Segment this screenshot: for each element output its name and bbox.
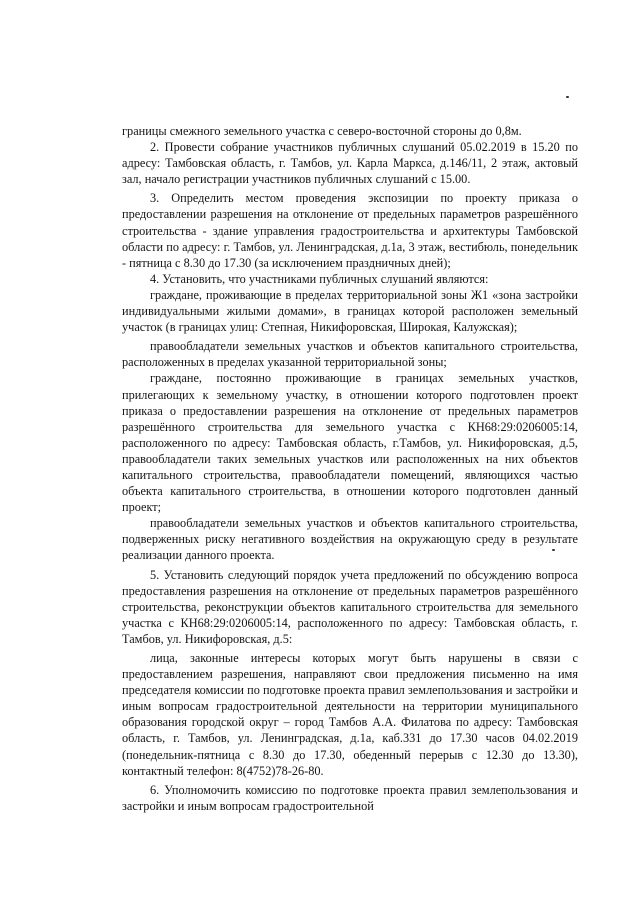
document-body bbox=[122, 123, 578, 814]
paragraph-4a-citizens-zone: граждане, проживающие в пределах территориальной зоны Ж1 «зона застройки индивидуальными жилыми домами», в границах которой расположен земельный участок (в границах улиц: Степная, Никифоровская, Широкая, Калужская); bbox=[122, 287, 578, 335]
paragraph-3-exposition: 3. Определить местом проведения экспозиции по проекту приказа о предоставлении разрешения на отклонение от предельных параметров разрешённого строительства - здание управления градостроительства и архитектуры Тамбовской области по адресу: г. Тамбов, ул. Ленинградская, д.1а, 3 этаж, вестибюль, понедельник - пятница с 8.30 до 17.30 (за исключением праздничных дней); bbox=[122, 191, 578, 270]
scan-speck bbox=[566, 96, 569, 98]
paragraph-6-authorize: 6. Уполномочить комиссию по подготовке проекта правил землепользования и застройки и иным вопросам градостроительной bbox=[122, 782, 578, 813]
paragraph-4c-citizens-adjacent: граждане, постоянно проживающие в границах земельных участков, прилегающих к земельному участку, в отношении которого подготовлен проект приказа о предоставлении разрешения на отклонение от предельных параметров разрешённого строительства для земельного участка с КН68:29:0206005:14, расположенного по адресу: Тамбовская область, г.Тамбов, ул. Никифоровская, д.5, правообладатели таких земельных участков или расположенных на них объектов капитального строительства, правообладатели помещений, являющихся частью объекта капитального строительства, в отношении которого подготовлен данный проект; bbox=[122, 371, 578, 515]
paragraph-4d-owners-risk: правообладатели земельных участков и объектов капитального строительства, подверженных риску негативного воздействия на окружающую среду в результате реализации данного проекта. bbox=[122, 516, 578, 563]
paragraph-2-meeting: 2. Провести собрание участников публичных слушаний 05.02.2019 в 15.20 по адресу: Тамбовская область, г. Тамбов, ул. Карла Маркса, д.146/11, 2 этаж, актовый зал, начало регистрации участников публичных слушаний с 15.00. bbox=[122, 140, 578, 187]
paragraph-4b-owners-zone: правообладатели земельных участков и объектов капитального строительства, расположенных в пределах указанной территориальной зоны; bbox=[122, 339, 578, 370]
paragraph-continuation: границы смежного земельного участка с северо-восточной стороны до 0,8м. bbox=[122, 124, 522, 138]
paragraph-4-participants: 4. Установить, что участниками публичных слушаний являются: bbox=[150, 271, 489, 286]
scan-speck bbox=[552, 549, 555, 551]
paragraph-5a-proposals: лица, законные интересы которых могут быть нарушены в связи с предоставлением разрешения, направляют свои предложения письменно на имя председателя комиссии по подготовке проекта правил землепользования и застройки и иным вопросам градостроительной деятельности на территории муниципального образования городской округ – город Тамбов А.А. Филатова по адресу: Тамбовская область, г. Тамбов, ул. Ленинградская, д.1а, каб.331 до 17.30 часов 04.02.2019 (понедельник-пятница с 8.30 до 17.30, обеденный перерыв с 12.30 до 13.30), контактный телефон: 8(4752)78-26-80. bbox=[122, 651, 578, 778]
paragraph-5-procedure: 5. Установить следующий порядок учета предложений по обсуждению вопроса предоставления разрешения на отклонение от предельных параметров разрешённого строительства, реконструкции объектов капитального строительства для земельного участка с КН68:29:0206005:14, расположенного по адресу: Тамбовская область, г. Тамбов, ул. Никифоровская, д.5: bbox=[122, 567, 578, 646]
